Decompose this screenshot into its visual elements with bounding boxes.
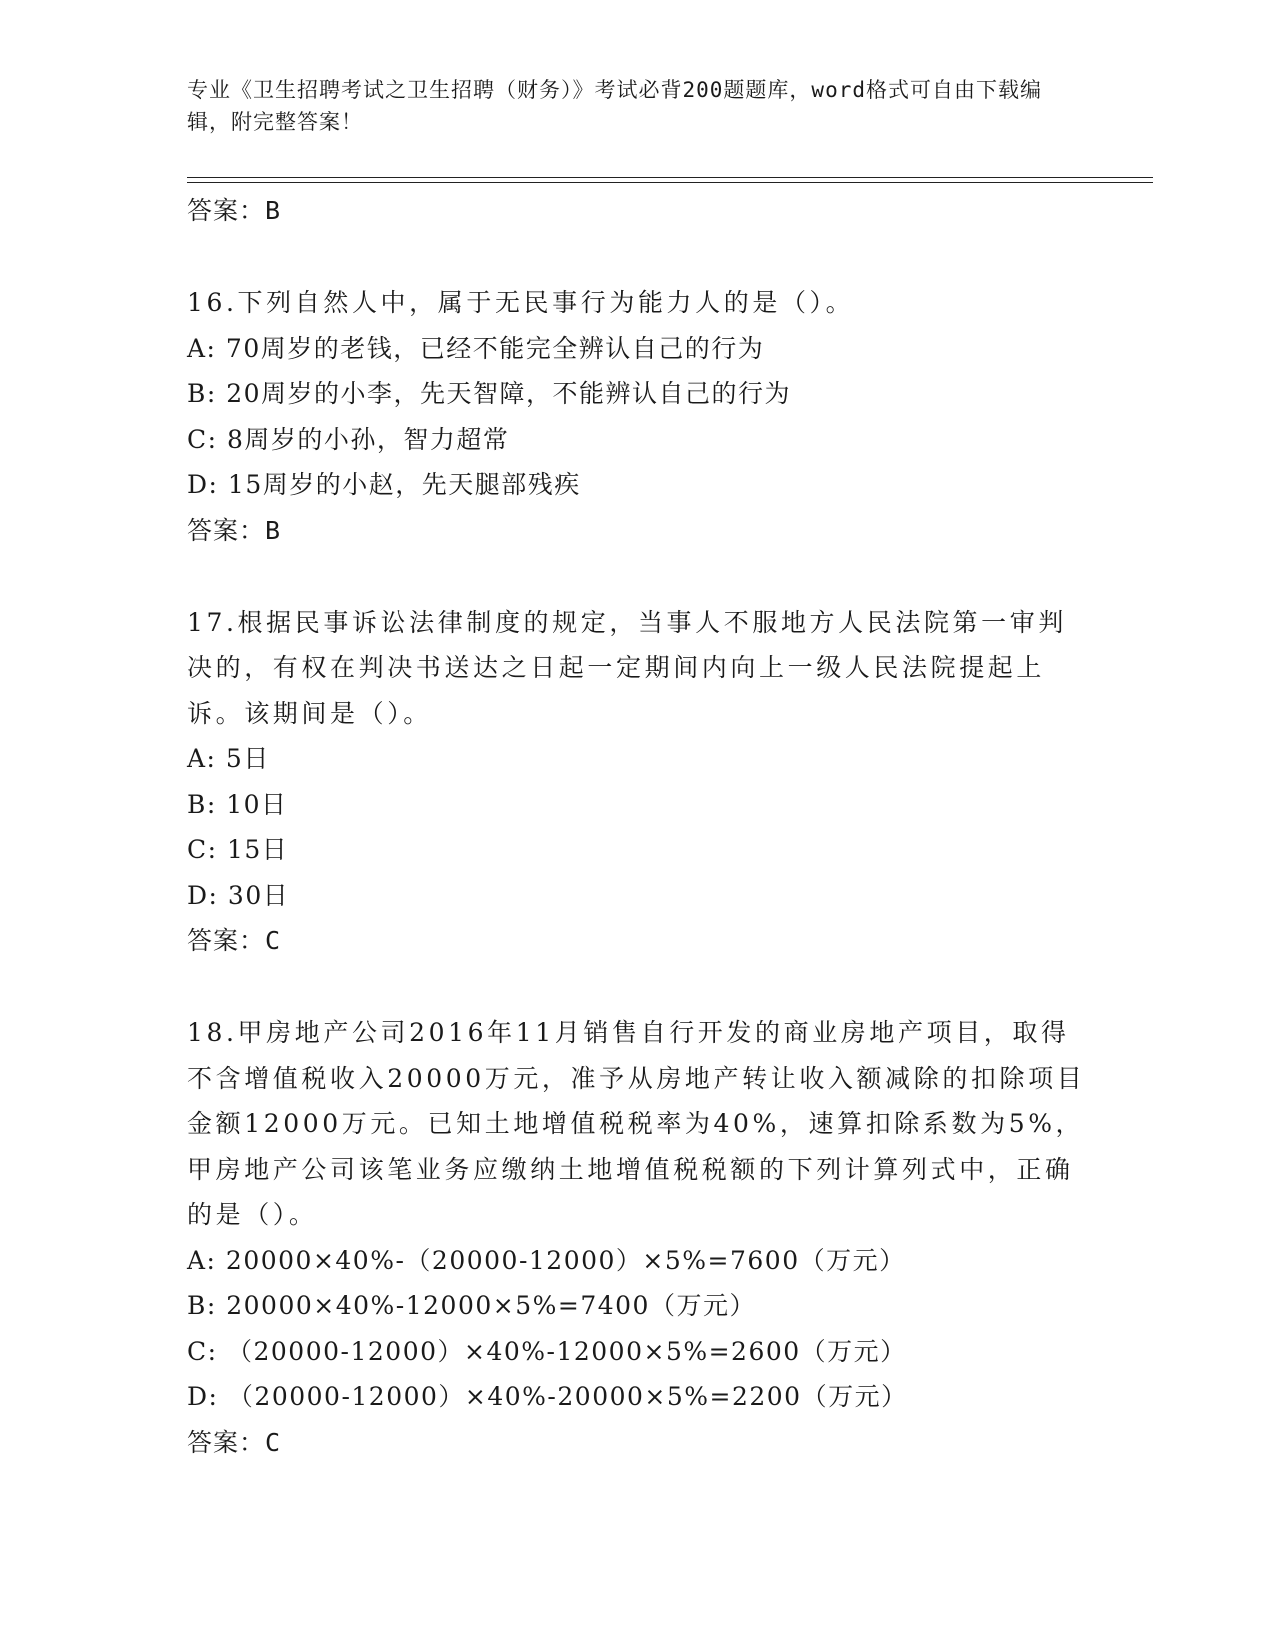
document-header — [187, 74, 1067, 138]
question-stem: 17.根据民事诉讼法律制度的规定，当事人不服地方人民法院第一审判决的，有权在判决书送达之日起一定期间内向上一级人民法院提起上诉。该期间是（）。 — [187, 607, 1067, 728]
answer-line: 答案：C — [187, 926, 282, 955]
option-a: A: 20000×40%-（20000-12000）×5%=7600（万元） — [187, 1245, 906, 1275]
spacer — [187, 554, 1087, 600]
spacer — [187, 234, 1087, 280]
header-rule-top — [187, 177, 1153, 178]
option-b: B: 10日 — [187, 789, 288, 819]
option-d: D: 15周岁的小赵，先天腿部残疾 — [187, 470, 581, 499]
option-c: C: （20000-12000）×40%-12000×5%=2600（万元） — [187, 1336, 907, 1366]
question-list — [187, 188, 1087, 1466]
header-rule-bottom — [187, 182, 1153, 183]
option-a: A: 5日 — [187, 744, 270, 773]
option-c: C: 8周岁的小孙，智力超常 — [187, 424, 510, 454]
question-16 — [187, 280, 1087, 554]
header-title: 专业《卫生招聘考试之卫生招聘（财务）》考试必背200题题库，word格式可自由下载编辑，附完整答案！ — [187, 78, 1042, 134]
question-stem: 16.下列自然人中，属于无民事行为能力人的是（）。 — [187, 288, 855, 317]
question-stem: 18.甲房地产公司2016年11月销售自行开发的商业房地产项目，取得不含增值税收入20000万元，准予从房地产转让收入额减除的扣除项目金额12000万元。已知土地增值税税率为40%，速算扣除系数为5%，甲房地产公司该笔业务应缴纳土地增值税税额的下列计算列式中，正确的是（）。 — [187, 1018, 1086, 1229]
option-d: D: （20000-12000）×40%-20000×5%=2200（万元） — [187, 1382, 908, 1411]
question-18 — [187, 1010, 1087, 1466]
option-c: C: 15日 — [187, 835, 289, 864]
question-17 — [187, 600, 1087, 965]
option-b: B: 20周岁的小李，先天智障，不能辨认自己的行为 — [187, 379, 792, 408]
option-d: D: 30日 — [187, 880, 290, 910]
option-b: B: 20000×40%-12000×5%=7400（万元） — [187, 1291, 756, 1320]
option-a: A: 70周岁的老钱，已经不能完全辨认自己的行为 — [187, 333, 765, 363]
spacer — [187, 964, 1087, 1010]
previous-answer: 答案：B — [187, 196, 282, 225]
answer-line: 答案：C — [187, 1427, 282, 1457]
answer-line: 答案：B — [187, 515, 282, 545]
